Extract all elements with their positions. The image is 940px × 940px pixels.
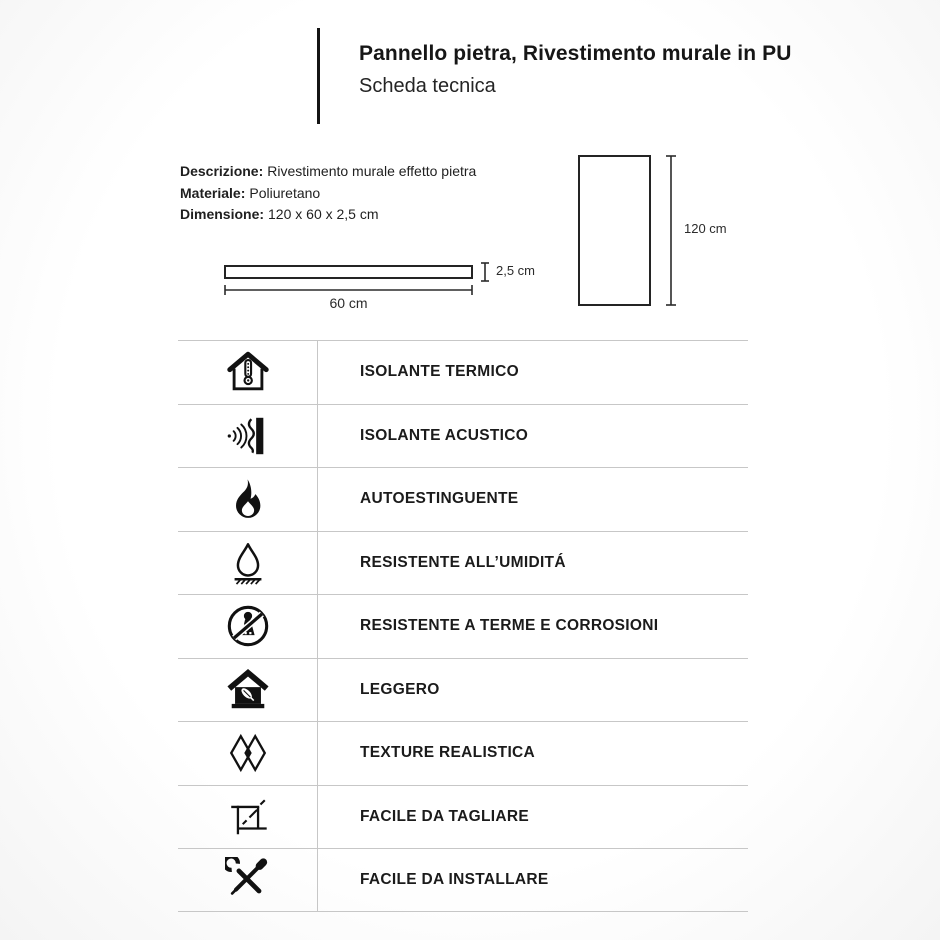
- feather-house-icon: [225, 667, 271, 713]
- flame-icon: [225, 476, 271, 522]
- thickness-measure-line: [479, 261, 491, 283]
- crop-cut-icon: [225, 794, 271, 840]
- feature-row: [178, 404, 748, 468]
- feature-label: ISOLANTE ACUSTICO: [360, 426, 529, 444]
- thickness-label: 2,5 cm: [496, 263, 536, 278]
- feature-label: LEGGERO: [360, 680, 440, 698]
- texture-diamonds-icon: [225, 730, 271, 776]
- feature-icon-cell: [178, 786, 318, 849]
- page-title: Pannello pietra, Rivestimento murale in PU: [359, 42, 792, 65]
- water-drop-icon: [225, 540, 271, 586]
- spec-line-dimensione: [180, 204, 476, 226]
- height-label: 120 cm: [684, 221, 727, 236]
- features-table: [178, 340, 748, 912]
- spec-value: Poliuretano: [249, 184, 321, 201]
- no-termite-icon: [225, 603, 271, 649]
- feature-icon-cell: [178, 849, 318, 911]
- feature-label: AUTOESTINGUENTE: [360, 490, 519, 508]
- feature-label: TEXTURE REALISTICA: [360, 744, 536, 762]
- feature-row: [178, 848, 748, 912]
- feature-row: [178, 531, 748, 595]
- height-measure-line: [664, 155, 678, 306]
- panel-side-view-diagram: [224, 265, 473, 279]
- feature-icon-cell: [178, 595, 318, 658]
- spec-line-materiale: [180, 183, 476, 205]
- thermal-insulation-icon: [225, 349, 271, 395]
- tools-icon: [225, 857, 271, 903]
- spec-value: 120 x 60 x 2,5 cm: [268, 206, 379, 222]
- feature-row: [178, 658, 748, 722]
- feature-label: FACILE DA INSTALLARE: [360, 870, 549, 888]
- spec-label: Materiale:: [180, 184, 246, 201]
- feature-icon-cell: [178, 468, 318, 531]
- page-subtitle: Scheda tecnica: [359, 75, 496, 97]
- spec-label: Dimensione:: [180, 206, 265, 222]
- feature-icon-cell: [178, 722, 318, 785]
- feature-label: RESISTENTE A TERME E CORROSIONI: [360, 617, 659, 635]
- feature-icon-cell: [178, 341, 318, 404]
- feature-label: FACILE DA TAGLIARE: [360, 807, 530, 825]
- spec-list: [180, 161, 476, 226]
- feature-label: ISOLANTE TERMICO: [360, 363, 519, 381]
- panel-front-view-diagram: [578, 155, 651, 306]
- feature-row: [178, 340, 748, 404]
- spec-value: Rivestimento murale effetto pietra: [267, 163, 477, 179]
- feature-icon-cell: [178, 532, 318, 595]
- feature-icon-cell: [178, 659, 318, 722]
- spec-label: Descrizione:: [180, 163, 264, 179]
- acoustic-insulation-icon: [225, 413, 271, 459]
- feature-icon-cell: [178, 405, 318, 468]
- feature-row: [178, 467, 748, 531]
- feature-row: [178, 594, 748, 658]
- feature-label: RESISTENTE ALL’UMIDITÁ: [360, 553, 566, 571]
- spec-line-descrizione: [180, 161, 476, 183]
- feature-row: [178, 721, 748, 785]
- width-label: 60 cm: [329, 295, 368, 311]
- header-accent-bar: [317, 28, 320, 124]
- feature-row: [178, 785, 748, 849]
